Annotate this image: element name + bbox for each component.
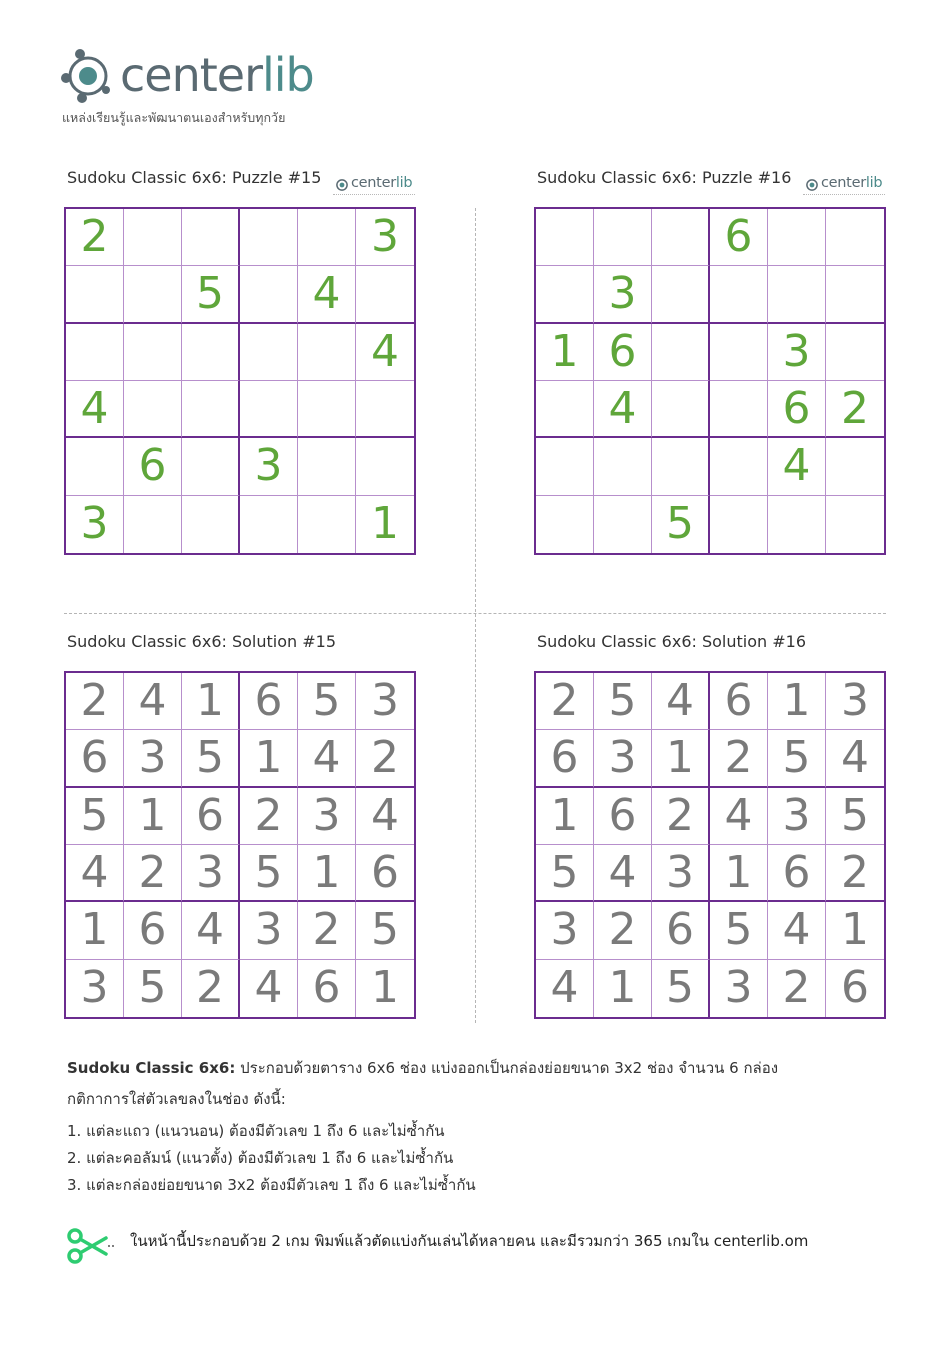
sudoku-cell: 6 <box>841 962 869 1014</box>
sudoku-cell <box>826 496 884 553</box>
sudoku-cell: 6 <box>240 673 298 730</box>
sudoku-solution-15-grid <box>64 671 416 1019</box>
sudoku-cell <box>594 438 652 495</box>
sudoku-cell: 5 <box>768 730 826 787</box>
sudoku-cell: 5 <box>66 788 124 845</box>
sudoku-cell <box>240 324 298 381</box>
sudoku-cell <box>594 209 652 266</box>
sudoku-cell: 3 <box>652 845 710 902</box>
sudoku-cell: 1 <box>536 324 594 381</box>
sudoku-cell <box>826 438 884 495</box>
sudoku-cell: 1 <box>536 788 594 845</box>
sudoku-cell: 4 <box>182 902 240 959</box>
sudoku-cell: 4 <box>768 438 826 495</box>
sudoku-cell <box>710 324 768 381</box>
centerlib-logo-icon <box>58 46 118 106</box>
sudoku-cell: 4 <box>594 381 652 438</box>
sudoku-cell: 6 <box>768 381 826 438</box>
sudoku-cell: 4 <box>124 673 182 730</box>
sudoku-cell <box>182 381 240 438</box>
sudoku-cell <box>536 209 594 266</box>
sudoku-cell: 5 <box>826 788 884 845</box>
sudoku-cell <box>124 266 182 323</box>
sudoku-cell: 3 <box>240 438 298 495</box>
sudoku-cell: 4 <box>356 788 414 845</box>
brand-name: centerlib <box>120 48 314 102</box>
sudoku-cell: 1 <box>768 673 826 730</box>
sudoku-cell: 1 <box>298 845 356 902</box>
sudoku-cell: 3 <box>536 902 594 959</box>
sudoku-cell: 6 <box>768 845 826 902</box>
sudoku-cell: 4 <box>298 730 356 787</box>
sudoku-cell: 6 <box>594 788 652 845</box>
sudoku-cell: 1 <box>371 498 399 550</box>
sudoku-cell: 4 <box>826 730 884 787</box>
sudoku-cell: 2 <box>66 673 124 730</box>
sudoku-cell <box>298 209 356 266</box>
sudoku-cell: 2 <box>710 730 768 787</box>
solution-16-title: Sudoku Classic 6x6: Solution #16 <box>537 632 806 651</box>
sudoku-cell: 4 <box>594 845 652 902</box>
sudoku-cell: 6 <box>298 960 356 1017</box>
sudoku-cell <box>182 438 240 495</box>
sudoku-cell: 4 <box>536 960 594 1017</box>
sudoku-cell <box>710 438 768 495</box>
sudoku-cell: 4 <box>356 324 414 381</box>
sudoku-cell: 2 <box>826 381 884 438</box>
sudoku-cell: 6 <box>710 209 768 266</box>
sudoku-cell: 1 <box>124 788 182 845</box>
sudoku-cell: 4 <box>710 788 768 845</box>
sudoku-cell: 4 <box>652 673 710 730</box>
sudoku-cell <box>536 496 594 553</box>
sudoku-cell <box>124 381 182 438</box>
rules-line-2: กติกาการใส่ตัวเลขลงในช่อง ดังนี้: <box>67 1090 286 1108</box>
sudoku-cell: 2 <box>182 960 240 1017</box>
sudoku-cell: 6 <box>652 902 710 959</box>
sudoku-cell: 2 <box>66 209 124 266</box>
sudoku-cell: 6 <box>356 845 414 902</box>
sudoku-cell: 6 <box>536 730 594 787</box>
sudoku-cell <box>536 266 594 323</box>
sudoku-cell: 3 <box>66 496 124 553</box>
sudoku-cell: 2 <box>768 960 826 1017</box>
sudoku-cell: 6 <box>594 324 652 381</box>
sudoku-cell <box>66 266 124 323</box>
solution-15-title: Sudoku Classic 6x6: Solution #15 <box>67 632 336 651</box>
sudoku-puzzle-16-grid <box>534 207 886 555</box>
sudoku-cell: 3 <box>594 266 652 323</box>
sudoku-cell: 3 <box>66 960 124 1017</box>
sudoku-cell: 2 <box>356 730 414 787</box>
sudoku-cell: 2 <box>826 845 884 902</box>
centerlib-logo-icon <box>803 176 821 194</box>
vertical-cut-line <box>475 208 476 1023</box>
sudoku-cell <box>182 324 240 381</box>
sudoku-cell: 1 <box>371 962 399 1014</box>
sudoku-cell <box>536 438 594 495</box>
sudoku-cell <box>124 496 182 553</box>
mini-centerlib-logo: centerlib <box>333 176 423 204</box>
puzzle-16-title: Sudoku Classic 6x6: Puzzle #16 <box>537 168 792 187</box>
sudoku-cell <box>298 496 356 553</box>
sudoku-cell <box>652 381 710 438</box>
sudoku-cell: 1 <box>710 845 768 902</box>
sudoku-cell: 1 <box>182 673 240 730</box>
sudoku-cell: 3 <box>182 845 240 902</box>
sudoku-cell <box>768 209 826 266</box>
sudoku-cell: 5 <box>298 673 356 730</box>
sudoku-cell <box>182 496 240 553</box>
rule-item: 2. แต่ละคอลัมน์ (แนวตั้ง) ต้องมีตัวเลข 1 ถึง 6 และไม่ซ้ำกัน <box>67 1149 454 1167</box>
footer-note: ในหน้านี้ประกอบด้วย 2 เกม พิมพ์แล้วตัดแบ่งกันเล่นได้หลายคน และมีรวมกว่า 365 เกมใน centerlib.om <box>130 1232 809 1250</box>
sudoku-cell <box>652 209 710 266</box>
brand-tagline: แหล่งเรียนรู้และพัฒนาตนเองสำหรับทุกวัย <box>62 110 286 125</box>
sudoku-cell <box>652 438 710 495</box>
sudoku-cell: 3 <box>768 788 826 845</box>
sudoku-cell: 5 <box>710 902 768 959</box>
sudoku-cell <box>710 266 768 323</box>
sudoku-cell <box>124 209 182 266</box>
sudoku-cell <box>240 381 298 438</box>
sudoku-cell <box>356 381 414 438</box>
rules-heading: Sudoku Classic 6x6: <box>67 1059 236 1077</box>
sudoku-cell: 3 <box>124 730 182 787</box>
sudoku-cell: 6 <box>124 438 182 495</box>
sudoku-cell: 4 <box>768 902 826 959</box>
sudoku-cell <box>240 266 298 323</box>
sudoku-cell <box>652 266 710 323</box>
sudoku-cell <box>826 209 884 266</box>
rule-item: 1. แต่ละแถว (แนวนอน) ต้องมีตัวเลข 1 ถึง 6 และไม่ซ้ำกัน <box>67 1122 445 1140</box>
sudoku-puzzle-15-grid <box>64 207 416 555</box>
mini-centerlib-logo: centerlib <box>803 176 893 204</box>
sudoku-cell: 5 <box>182 266 240 323</box>
rule-item: 3. แต่ละกล่องย่อยขนาด 3x2 ต้องมีตัวเลข 1 ถึง 6 และไม่ซ้ำกัน <box>67 1176 476 1194</box>
sudoku-cell: 3 <box>298 788 356 845</box>
sudoku-cell <box>66 324 124 381</box>
sudoku-cell <box>652 324 710 381</box>
sudoku-cell: 5 <box>124 960 182 1017</box>
sudoku-cell <box>710 381 768 438</box>
sudoku-cell <box>768 266 826 323</box>
sudoku-cell: 3 <box>710 960 768 1017</box>
sudoku-cell: 4 <box>66 845 124 902</box>
sudoku-cell <box>298 324 356 381</box>
sudoku-cell <box>356 438 414 495</box>
sudoku-cell: 5 <box>594 673 652 730</box>
sudoku-cell: 2 <box>240 788 298 845</box>
sudoku-cell: 2 <box>298 902 356 959</box>
sudoku-cell <box>298 438 356 495</box>
sudoku-cell: 6 <box>182 788 240 845</box>
sudoku-cell <box>124 324 182 381</box>
sudoku-cell <box>298 381 356 438</box>
sudoku-cell: 5 <box>652 496 710 553</box>
sudoku-cell: 6 <box>66 730 124 787</box>
sudoku-cell: 2 <box>124 845 182 902</box>
rules-intro: Sudoku Classic 6x6: ประกอบด้วยตาราง 6x6 ช่อง แบ่งออกเป็นกล่องย่อยขนาด 3x2 ช่อง จำนวน 6 กล่อง <box>67 1059 779 1077</box>
sudoku-cell: 4 <box>298 266 356 323</box>
sudoku-cell: 3 <box>768 324 826 381</box>
sudoku-cell: 2 <box>652 788 710 845</box>
sudoku-cell: 5 <box>356 902 414 959</box>
sudoku-cell: 2 <box>594 902 652 959</box>
centerlib-logo-icon <box>333 176 351 194</box>
sudoku-cell <box>768 496 826 553</box>
sudoku-cell <box>240 209 298 266</box>
sudoku-cell: 3 <box>240 902 298 959</box>
sudoku-cell <box>826 324 884 381</box>
sudoku-cell: 4 <box>240 960 298 1017</box>
sudoku-cell <box>356 266 414 323</box>
sudoku-cell: 1 <box>66 902 124 959</box>
sudoku-cell: 3 <box>356 209 414 266</box>
sudoku-cell: 1 <box>826 902 884 959</box>
sudoku-cell: 3 <box>594 730 652 787</box>
sudoku-solution-16-grid <box>534 671 886 1019</box>
sudoku-cell: 1 <box>652 730 710 787</box>
sudoku-cell: 5 <box>536 845 594 902</box>
sudoku-cell: 3 <box>826 673 884 730</box>
puzzle-15-title: Sudoku Classic 6x6: Puzzle #15 <box>67 168 322 187</box>
sudoku-cell <box>536 381 594 438</box>
sudoku-cell: 2 <box>536 673 594 730</box>
sudoku-cell <box>826 266 884 323</box>
sudoku-cell: 5 <box>240 845 298 902</box>
sudoku-cell: 3 <box>356 673 414 730</box>
sudoku-cell: 6 <box>710 673 768 730</box>
sudoku-cell <box>240 496 298 553</box>
sudoku-cell: 1 <box>240 730 298 787</box>
horizontal-cut-line <box>64 613 886 614</box>
sudoku-cell <box>594 496 652 553</box>
sudoku-cell: 5 <box>652 960 710 1017</box>
scissors-icon <box>66 1226 116 1266</box>
sudoku-cell <box>182 209 240 266</box>
sudoku-cell: 6 <box>124 902 182 959</box>
sudoku-cell <box>66 438 124 495</box>
sudoku-cell: 4 <box>66 381 124 438</box>
sudoku-cell: 5 <box>182 730 240 787</box>
sudoku-cell <box>710 496 768 553</box>
sudoku-cell: 1 <box>594 960 652 1017</box>
